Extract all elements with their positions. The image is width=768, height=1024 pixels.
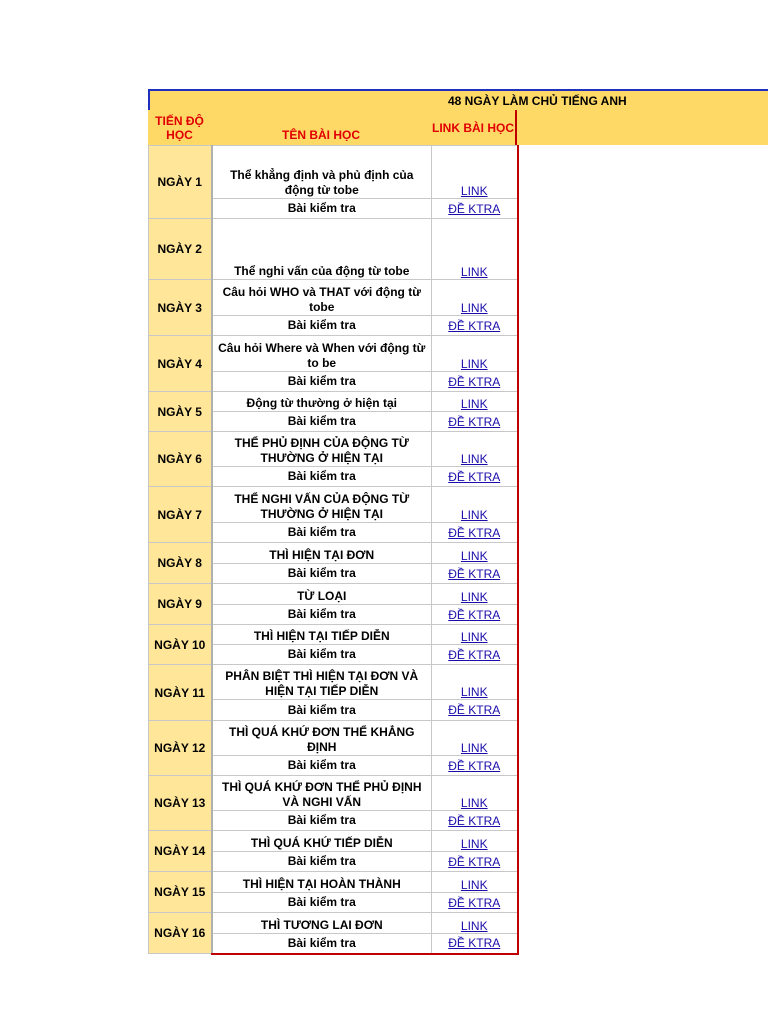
- lesson-link[interactable]: LINK: [460, 796, 488, 810]
- test-link-cell: [432, 605, 518, 625]
- lesson-link[interactable]: LINK: [460, 265, 488, 279]
- test-link[interactable]: ĐỀ KTRA: [448, 854, 501, 869]
- test-link[interactable]: ĐỀ KTRA: [448, 566, 501, 581]
- lesson-cell: THÌ QUÁ KHỨ ĐƠN THỂ PHỦ ĐỊNH VÀ NGHI VẤN: [212, 776, 432, 811]
- lesson-link-cell: [432, 913, 518, 934]
- lesson-cell: THÌ QUÁ KHỨ TIẾP DIỄN: [212, 831, 432, 852]
- lesson-link-cell: [432, 543, 518, 564]
- test-link-cell: [432, 934, 518, 954]
- test-link[interactable]: ĐỀ KTRA: [448, 647, 501, 662]
- day-cell: NGÀY 1: [149, 146, 212, 219]
- day-cell: NGÀY 13: [149, 776, 212, 831]
- lesson-cell: THÌ HIỆN TẠI HOÀN THÀNH: [212, 872, 432, 893]
- test-cell: Bài kiểm tra: [212, 934, 432, 954]
- test-link[interactable]: ĐỀ KTRA: [448, 607, 501, 622]
- lesson-link[interactable]: LINK: [460, 184, 488, 198]
- day-cell: NGÀY 2: [149, 219, 212, 280]
- banner-row: [148, 89, 768, 110]
- test-link[interactable]: ĐỀ KTRA: [448, 813, 501, 828]
- lesson-link[interactable]: LINK: [460, 878, 488, 892]
- test-link[interactable]: ĐỀ KTRA: [448, 936, 501, 951]
- header-progress: TIẾN ĐỘ HỌC: [155, 113, 204, 142]
- lesson-cell: TỪ LOẠI: [212, 584, 432, 605]
- lesson-cell: THỂ PHỦ ĐỊNH CỦA ĐỘNG TỪ THƯỜNG Ở HIỆN TẠI: [212, 432, 432, 467]
- header-lesson-link: LINK BÀI HỌC: [431, 110, 517, 145]
- day-cell: NGÀY 4: [149, 336, 212, 392]
- lesson-cell: THÌ TƯƠNG LAI ĐƠN: [212, 913, 432, 934]
- test-cell: Bài kiểm tra: [212, 852, 432, 872]
- lesson-link[interactable]: LINK: [460, 549, 488, 563]
- test-cell: Bài kiểm tra: [212, 645, 432, 665]
- test-link-cell: [432, 523, 518, 543]
- test-link-cell: [432, 700, 518, 721]
- table-row: [149, 219, 518, 280]
- lesson-link[interactable]: LINK: [460, 919, 488, 933]
- day-cell: NGÀY 3: [149, 280, 212, 336]
- test-link[interactable]: ĐỀ KTRA: [448, 469, 501, 484]
- table-row: [149, 487, 518, 523]
- lesson-table: [148, 145, 519, 955]
- table-row: [149, 776, 518, 811]
- test-link-cell: [432, 316, 518, 336]
- test-link-cell: [432, 412, 518, 432]
- lesson-link-cell: [432, 872, 518, 893]
- lesson-link-cell: [432, 625, 518, 645]
- table-row: [149, 392, 518, 412]
- test-cell: Bài kiểm tra: [212, 605, 432, 625]
- table-row: [149, 831, 518, 852]
- test-link[interactable]: ĐỀ KTRA: [448, 201, 501, 216]
- test-link[interactable]: ĐỀ KTRA: [448, 758, 501, 773]
- lesson-cell: Câu hỏi WHO và THAT với động từ tobe: [212, 280, 432, 316]
- table-row: [149, 432, 518, 467]
- lesson-link[interactable]: LINK: [460, 685, 488, 699]
- day-cell: NGÀY 8: [149, 543, 212, 584]
- lesson-link-cell: [432, 336, 518, 372]
- lesson-cell: Thể nghi vấn của động từ tobe: [212, 219, 432, 280]
- test-link-cell: [432, 893, 518, 913]
- day-cell: NGÀY 5: [149, 392, 212, 432]
- test-link[interactable]: ĐỀ KTRA: [448, 318, 501, 333]
- lesson-link[interactable]: LINK: [460, 590, 488, 604]
- lesson-link[interactable]: LINK: [460, 452, 488, 466]
- test-cell: Bài kiểm tra: [212, 893, 432, 913]
- day-cell: NGÀY 12: [149, 721, 212, 776]
- table-row: [149, 584, 518, 605]
- test-link[interactable]: ĐỀ KTRA: [448, 525, 501, 540]
- table-row: [149, 665, 518, 700]
- header-lesson-name: TÊN BÀI HỌC: [282, 127, 360, 142]
- table-row: [149, 280, 518, 316]
- day-cell: NGÀY 10: [149, 625, 212, 665]
- lesson-link[interactable]: LINK: [460, 357, 488, 371]
- test-cell: Bài kiểm tra: [212, 523, 432, 543]
- lesson-link-cell: [432, 831, 518, 852]
- test-cell: Bài kiểm tra: [212, 412, 432, 432]
- lesson-cell: THÌ QUÁ KHỨ ĐƠN THỂ KHẲNG ĐỊNH: [212, 721, 432, 756]
- header-row: [148, 110, 768, 145]
- day-cell: NGÀY 7: [149, 487, 212, 543]
- lesson-link[interactable]: LINK: [460, 397, 488, 411]
- day-cell: NGÀY 11: [149, 665, 212, 721]
- test-link-cell: [432, 564, 518, 584]
- day-cell: NGÀY 16: [149, 913, 212, 954]
- test-link-cell: [432, 645, 518, 665]
- lesson-cell: Câu hỏi Where và When với động từ to be: [212, 336, 432, 372]
- lesson-link-cell: [432, 487, 518, 523]
- lesson-cell: THỂ NGHI VẤN CỦA ĐỘNG TỪ THƯỜNG Ở HIỆN TẠI: [212, 487, 432, 523]
- lesson-cell: THÌ HIỆN TẠI TIẾP DIỄN: [212, 625, 432, 645]
- test-link-cell: [432, 756, 518, 776]
- lesson-link[interactable]: LINK: [460, 741, 488, 755]
- day-cell: NGÀY 15: [149, 872, 212, 913]
- lesson-link[interactable]: LINK: [460, 508, 488, 522]
- test-cell: Bài kiểm tra: [212, 564, 432, 584]
- test-link[interactable]: ĐỀ KTRA: [448, 703, 501, 717]
- table-row: [149, 625, 518, 645]
- table-row: [149, 872, 518, 893]
- test-cell: Bài kiểm tra: [212, 700, 432, 721]
- lesson-link-cell: [432, 432, 518, 467]
- lesson-link-cell: [432, 776, 518, 811]
- lesson-cell: THÌ HIỆN TẠI ĐƠN: [212, 543, 432, 564]
- lesson-link[interactable]: LINK: [460, 630, 488, 644]
- lesson-link[interactable]: LINK: [460, 837, 488, 851]
- table-row: [149, 543, 518, 564]
- lesson-link-cell: [432, 721, 518, 756]
- lesson-link-cell: [432, 392, 518, 412]
- lesson-link-cell: [432, 584, 518, 605]
- table-row: [149, 721, 518, 756]
- test-cell: Bài kiểm tra: [212, 199, 432, 219]
- test-link[interactable]: ĐỀ KTRA: [448, 414, 501, 429]
- lesson-link-cell: [432, 146, 518, 199]
- lesson-cell: PHÂN BIỆT THÌ HIỆN TẠI ĐƠN VÀ HIỆN TẠI TIẾP DIỄN: [212, 665, 432, 700]
- test-link-cell: [432, 811, 518, 831]
- day-cell: NGÀY 9: [149, 584, 212, 625]
- lesson-link-cell: [432, 665, 518, 700]
- lesson-cell: Động từ thường ở hiện tại: [212, 392, 432, 412]
- day-cell: NGÀY 14: [149, 831, 212, 872]
- lesson-link-cell: [432, 219, 518, 280]
- lesson-cell: Thể khẳng định và phủ định của động từ tobe: [212, 146, 432, 199]
- lesson-link-cell: [432, 280, 518, 316]
- test-link[interactable]: ĐỀ KTRA: [448, 374, 501, 389]
- table-row: [149, 336, 518, 372]
- test-cell: Bài kiểm tra: [212, 756, 432, 776]
- table-row: [149, 146, 518, 199]
- day-cell: NGÀY 6: [149, 432, 212, 487]
- test-cell: Bài kiểm tra: [212, 467, 432, 487]
- table-row: [149, 913, 518, 934]
- test-cell: Bài kiểm tra: [212, 316, 432, 336]
- lesson-link[interactable]: LINK: [460, 301, 488, 315]
- banner-title: 48 NGÀY LÀM CHỦ TIẾNG ANH: [448, 94, 627, 108]
- test-cell: Bài kiểm tra: [212, 372, 432, 392]
- test-link-cell: [432, 199, 518, 219]
- test-link[interactable]: ĐỀ KTRA: [448, 895, 501, 910]
- test-link-cell: [432, 372, 518, 392]
- test-cell: Bài kiểm tra: [212, 811, 432, 831]
- test-link-cell: [432, 852, 518, 872]
- test-link-cell: [432, 467, 518, 487]
